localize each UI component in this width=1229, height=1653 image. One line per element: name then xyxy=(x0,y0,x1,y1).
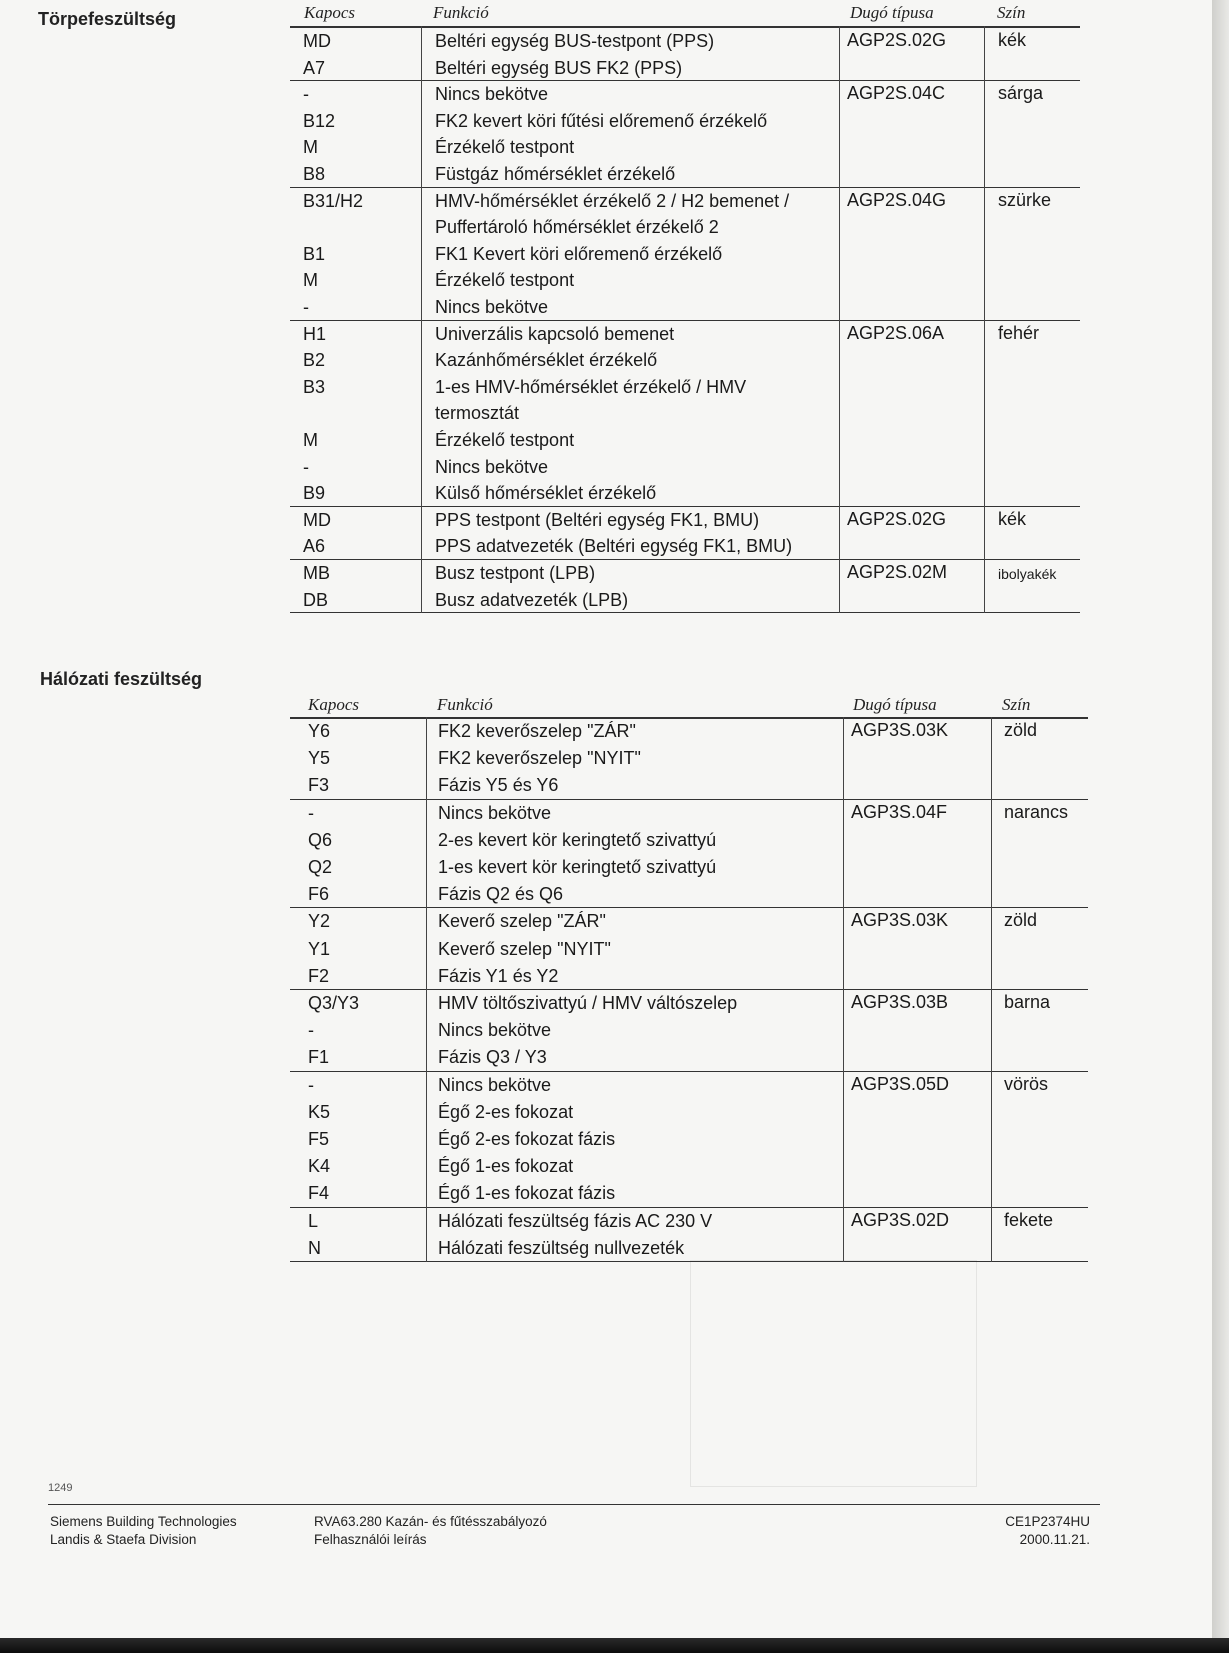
function-cell: HMV töltőszivattyú / HMV váltószelep xyxy=(438,993,738,1013)
terminal-cell: DB xyxy=(303,589,329,610)
group-rule xyxy=(290,907,1088,908)
function-cell: Külső hőmérséklet érzékelő xyxy=(435,483,657,504)
header-color: Szín xyxy=(997,3,1026,22)
terminal-cell: Q2 xyxy=(308,857,333,877)
column-divider xyxy=(421,26,422,613)
group-rule xyxy=(290,612,1080,613)
terminal-cell: K5 xyxy=(308,1101,331,1122)
function-cell: Univerzális kapcsoló bemenet xyxy=(435,323,675,344)
function-cell: Fázis Y5 és Y6 xyxy=(438,775,559,796)
function-cell: Kazánhőmérséklet érzékelő xyxy=(435,350,658,371)
color-cell: kék xyxy=(998,508,1027,529)
group-rule xyxy=(290,320,1080,321)
plug-type-cell: AGP3S.03K xyxy=(851,910,949,931)
function-cell: FK2 keverőszelep "ZÁR" xyxy=(438,721,636,741)
color-cell: narancs xyxy=(1004,801,1069,822)
terminal-cell: B3 xyxy=(303,376,326,397)
column-divider xyxy=(991,717,992,1262)
group-rule xyxy=(290,559,1080,560)
plug-type-cell: AGP2S.02G xyxy=(847,508,947,529)
function-cell: Fázis Q2 és Q6 xyxy=(438,884,564,905)
function-cell: PPS adatvezeték (Beltéri egység FK1, BMU) xyxy=(435,536,793,557)
column-divider xyxy=(984,26,985,613)
page-edge xyxy=(1212,0,1229,1640)
terminal-cell: - xyxy=(303,297,309,317)
function-cell: termosztát xyxy=(435,403,520,424)
function-cell: Érzékelő testpont xyxy=(435,430,575,450)
color-cell: zöld xyxy=(1004,720,1038,740)
plug-type-cell: AGP3S.03K xyxy=(851,720,949,740)
terminal-cell: B9 xyxy=(303,483,326,504)
page-bottom-edge xyxy=(0,1638,1229,1653)
terminal-cell: B31/H2 xyxy=(303,190,364,211)
terminal-cell: M xyxy=(303,137,318,158)
function-cell: Beltéri egység BUS FK2 (PPS) xyxy=(435,57,683,78)
terminal-cell: N xyxy=(308,1237,321,1258)
plug-type-cell: AGP2S.06A xyxy=(847,322,945,343)
color-cell: ibolyakék xyxy=(998,566,1057,582)
plug-type-cell: AGP2S.04C xyxy=(847,83,946,104)
function-cell: Fázis Y1 és Y2 xyxy=(438,965,559,986)
terminal-cell: H1 xyxy=(303,323,327,344)
color-cell: fekete xyxy=(1004,1209,1054,1230)
function-cell: Nincs bekötve xyxy=(435,456,549,477)
terminal-cell: F5 xyxy=(308,1129,330,1149)
footer-doc xyxy=(985,1513,1090,1549)
color-cell: sárga xyxy=(998,83,1044,104)
function-cell: Érzékelő testpont xyxy=(435,137,575,158)
function-cell: Busz adatvezeték (LPB) xyxy=(435,589,629,610)
terminal-cell: - xyxy=(308,1020,314,1041)
terminal-cell: M xyxy=(303,270,318,291)
terminal-cell: B1 xyxy=(303,243,326,264)
footer-product xyxy=(314,1513,547,1549)
function-cell: Égő 2-es fokozat xyxy=(438,1101,574,1122)
function-cell: HMV-hőmérséklet érzékelő 2 / H2 bemenet / xyxy=(435,190,790,211)
function-cell: Fázis Q3 / Y3 xyxy=(438,1047,547,1068)
terminal-cell: L xyxy=(308,1210,319,1231)
function-cell: Nincs bekötve xyxy=(435,84,549,105)
function-cell: Érzékelő testpont xyxy=(435,270,575,291)
low-voltage-heading: Törpefeszültség xyxy=(38,9,177,29)
show-through-shadow xyxy=(690,1260,977,1487)
terminal-cell: F6 xyxy=(308,884,330,905)
mains-voltage-heading: Hálózati feszültség xyxy=(40,669,203,689)
color-cell: szürke xyxy=(998,189,1052,210)
function-cell: Hálózati feszültség nullvezeték xyxy=(438,1237,685,1258)
terminal-cell: A6 xyxy=(303,536,326,557)
function-cell: Busz testpont (LPB) xyxy=(435,563,596,583)
terminal-cell: B12 xyxy=(303,110,336,131)
terminal-cell: M xyxy=(303,430,318,450)
header-function-2: Funkció xyxy=(437,695,493,714)
page-number: 1249 xyxy=(48,1482,73,1494)
header-function: Funkció xyxy=(433,3,489,22)
terminal-cell: Y5 xyxy=(308,748,331,769)
header-color-2: Szín xyxy=(1002,695,1031,714)
terminal-cell: Y6 xyxy=(308,721,331,741)
function-cell: Nincs bekötve xyxy=(438,1074,552,1095)
function-cell: Füstgáz hőmérséklet érzékelő xyxy=(435,164,676,184)
function-cell: Nincs bekötve xyxy=(435,297,549,317)
footer-company xyxy=(50,1513,237,1549)
function-cell: PPS testpont (Beltéri egység FK1, BMU) xyxy=(435,509,760,530)
header-terminal: Kapocs xyxy=(304,3,355,22)
function-cell: Keverő szelep "NYIT" xyxy=(438,938,611,959)
group-rule xyxy=(290,799,1088,800)
terminal-cell: Y2 xyxy=(308,911,331,932)
function-cell: Nincs bekötve xyxy=(438,802,552,823)
function-cell: FK2 keverőszelep "NYIT" xyxy=(438,748,641,769)
footer-rule xyxy=(48,1504,1100,1505)
function-cell: Égő 2-es fokozat fázis xyxy=(438,1129,616,1149)
color-cell: fehér xyxy=(998,322,1040,343)
company-line-2: Landis & Staefa Division xyxy=(50,1532,197,1547)
terminal-cell: F3 xyxy=(308,775,330,796)
function-cell: FK1 Kevert köri előremenő érzékelő xyxy=(435,243,723,264)
function-cell: Nincs bekötve xyxy=(438,1020,552,1041)
terminal-cell: B8 xyxy=(303,164,326,184)
terminal-cell: A7 xyxy=(303,57,326,78)
color-cell: kék xyxy=(998,30,1027,50)
function-cell: Puffertároló hőmérséklet érzékelő 2 xyxy=(435,217,719,238)
terminal-cell: F1 xyxy=(308,1047,330,1068)
doc-code: CE1P2374HU xyxy=(1005,1514,1090,1529)
function-cell: Égő 1-es fokozat fázis xyxy=(438,1183,616,1204)
plug-type-cell: AGP2S.02G xyxy=(847,30,947,50)
terminal-cell: Y1 xyxy=(308,938,331,959)
function-cell: Égő 1-es fokozat xyxy=(438,1156,574,1177)
header-rule xyxy=(290,717,1088,719)
product-line-1: RVA63.280 Kazán- és fűtésszabályozó xyxy=(314,1514,547,1529)
plug-type-cell: AGP3S.03B xyxy=(851,992,949,1012)
header-plug-type: Dugó típusa xyxy=(850,3,934,22)
function-cell: 1-es kevert kör keringtető szivattyú xyxy=(438,857,717,877)
function-cell: 2-es kevert kör keringtető szivattyú xyxy=(438,829,717,850)
column-divider xyxy=(839,26,840,613)
plug-type-cell: AGP2S.02M xyxy=(847,562,948,582)
column-divider xyxy=(426,717,427,1262)
color-cell: vörös xyxy=(1004,1073,1049,1094)
terminal-cell: Q6 xyxy=(308,829,333,850)
terminal-cell: - xyxy=(303,84,309,105)
terminal-cell: - xyxy=(308,802,314,823)
plug-type-cell: AGP3S.05D xyxy=(851,1073,950,1094)
color-cell: barna xyxy=(1004,992,1051,1012)
column-divider xyxy=(843,717,844,1262)
group-rule xyxy=(290,1261,1088,1262)
function-cell: FK2 kevert köri fűtési előremenő érzékelő xyxy=(435,110,768,131)
company-line-1: Siemens Building Technologies xyxy=(50,1514,237,1529)
product-line-2: Felhasználói leírás xyxy=(314,1532,427,1547)
plug-type-cell: AGP2S.04G xyxy=(847,189,947,210)
header-plug-type-2: Dugó típusa xyxy=(853,695,937,714)
function-cell: Beltéri egység BUS-testpont (PPS) xyxy=(435,31,715,51)
terminal-cell: - xyxy=(308,1074,314,1095)
terminal-cell: MD xyxy=(303,509,331,530)
plug-type-cell: AGP3S.04F xyxy=(851,801,948,822)
function-cell: Keverő szelep "ZÁR" xyxy=(438,911,606,932)
terminal-cell: MB xyxy=(303,563,330,583)
header-terminal-2: Kapocs xyxy=(308,695,359,714)
terminal-cell: - xyxy=(303,456,309,477)
terminal-cell: MD xyxy=(303,31,331,51)
plug-type-cell: AGP3S.02D xyxy=(851,1209,950,1230)
terminal-cell: F2 xyxy=(308,965,330,986)
terminal-cell: Q3/Y3 xyxy=(308,993,360,1013)
function-cell: 1-es HMV-hőmérséklet érzékelő / HMV xyxy=(435,376,747,397)
group-rule xyxy=(290,1071,1088,1072)
terminal-cell: F4 xyxy=(308,1183,330,1204)
color-cell: zöld xyxy=(1004,910,1038,931)
group-rule xyxy=(290,80,1080,81)
function-cell: Hálózati feszültség fázis AC 230 V xyxy=(438,1210,713,1231)
doc-date: 2000.11.21. xyxy=(1019,1532,1090,1547)
terminal-cell: B2 xyxy=(303,350,326,371)
terminal-cell: K4 xyxy=(308,1156,331,1177)
